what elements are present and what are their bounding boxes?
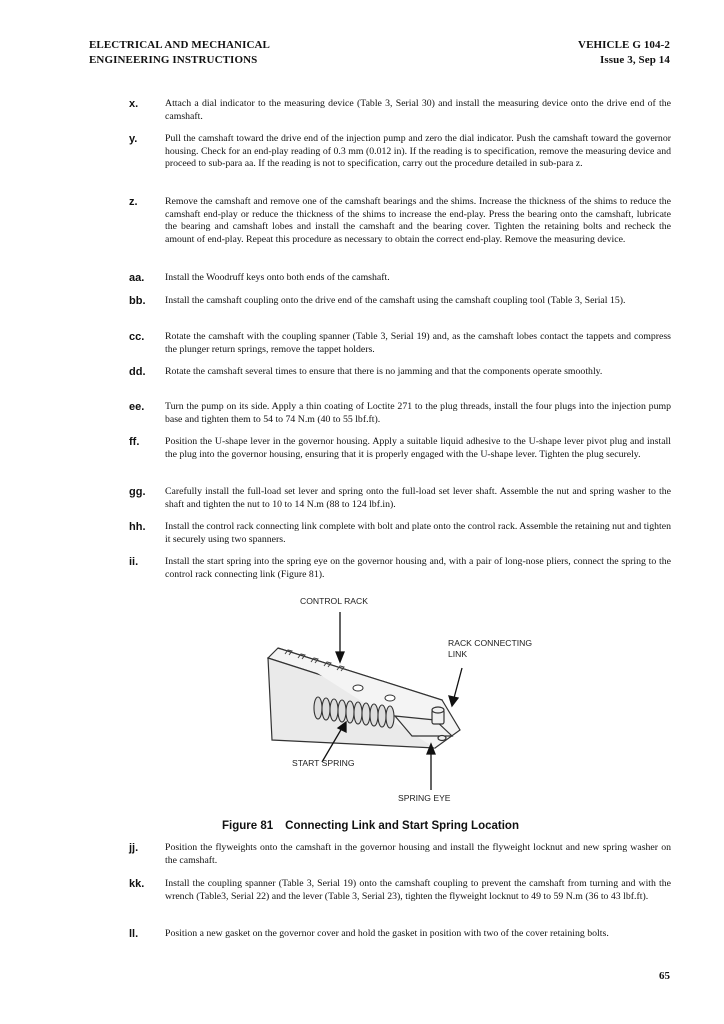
paragraph-text: Rotate the camshaft several times to ensure that there is no jamming and that the components operate smoothly. xyxy=(165,366,603,377)
paragraph-ee xyxy=(89,401,671,426)
paragraph-text: Position a new gasket on the governor cover and hold the gasket in position with two of the cover retaining bolts. xyxy=(165,928,609,939)
header-issue: Issue 3, Sep 14 xyxy=(600,54,670,66)
document-header-left xyxy=(89,38,270,68)
paragraph-label: gg. xyxy=(129,486,146,498)
header-title-line1: ELECTRICAL AND MECHANICAL xyxy=(89,39,270,51)
header-title-line2: ENGINEERING INSTRUCTIONS xyxy=(89,54,258,66)
label-start-spring: START SPRING xyxy=(292,758,355,768)
figure-caption-title: Connecting Link and Start Spring Location xyxy=(285,820,519,832)
figure-81-illustration xyxy=(230,590,550,810)
paragraph-ll xyxy=(89,928,671,941)
paragraph-text: Install the camshaft coupling onto the drive end of the camshaft using the camshaft coupling tool (Table 3, Serial 15). xyxy=(165,295,626,306)
paragraph-label: kk. xyxy=(129,878,145,890)
paragraph-label: bb. xyxy=(129,295,146,307)
figure-caption xyxy=(222,820,531,832)
paragraph-gg xyxy=(89,486,671,511)
paragraph-hh xyxy=(89,521,671,546)
paragraph-label: ll. xyxy=(129,928,139,940)
paragraph-cc xyxy=(89,331,671,356)
paragraph-label: z. xyxy=(129,196,138,208)
paragraph-x xyxy=(89,98,671,123)
label-rack-connecting-link-line1: RACK CONNECTING xyxy=(448,638,533,648)
paragraph-aa xyxy=(89,272,671,285)
paragraph-label: aa. xyxy=(129,272,145,284)
paragraph-text: Pull the camshaft toward the drive end of the injection pump and zero the dial indicator. Push the camshaft toward the governor housing. Check for an end-play reading of 0.3 mm (0.012 in). If the reading is to specification, remove the measuring device and proceed to sub-para aa. If the reading is not to specification, carry out the procedure detailed in sub-para z. xyxy=(165,133,671,170)
paragraph-text: Rotate the camshaft with the coupling spanner (Table 3, Serial 19) and, as the camshaft lobes contact the tappets and compress the plunger return springs, remove the tappet holders. xyxy=(165,331,671,355)
paragraph-label: ii. xyxy=(129,556,139,568)
paragraph-label: jj. xyxy=(129,842,139,854)
paragraph-text: Remove the camshaft and remove one of the camshaft bearings and the shims. Increase the thickness of the shims to reduce the camshaft end-play or reduce the thickness of the shims to increase the end-play. Press the bearing onto the camshaft, lubricate the bearing and camshaft lobes and install the camshaft and the bearing cover. Tighten the retaining bolts and recheck the amount of end-play. Repeat this procedure as necessary to obtain the correct end-play. Remove the measuring device. xyxy=(165,196,671,245)
paragraph-text: Install the Woodruff keys onto both ends of the camshaft. xyxy=(165,272,390,283)
figure-caption-number: Figure 81 xyxy=(222,820,274,832)
header-vehicle: VEHICLE G 104-2 xyxy=(578,39,670,51)
paragraph-text: Install the control rack connecting link complete with bolt and plate onto the control rack. Assemble the retaining nut and tighten it securely using two spanners. xyxy=(165,521,671,545)
page-number: 65 xyxy=(659,970,670,982)
paragraph-dd xyxy=(89,366,671,379)
paragraph-ff xyxy=(89,436,671,461)
paragraph-y xyxy=(89,133,671,171)
paragraph-text: Attach a dial indicator to the measuring device (Table 3, Serial 30) and install the measuring device onto the drive end of the camshaft. xyxy=(165,98,671,122)
label-rack-connecting-link-line2: LINK xyxy=(448,649,468,659)
document-header-right xyxy=(520,38,670,68)
paragraph-text: Install the start spring into the spring eye on the governor housing and, with a pair of long-nose pliers, connect the spring to the control rack connecting link (Figure 81). xyxy=(165,556,671,580)
label-spring-eye: SPRING EYE xyxy=(398,793,451,803)
paragraph-bb xyxy=(89,295,671,308)
paragraph-label: x. xyxy=(129,98,139,110)
paragraph-text: Carefully install the full-load set lever and spring onto the full-load set lever shaft. Assemble the nut and spring washer to the shaft and tighten the nut to 10 to 14 N.m (88 to 124 lbf.in). xyxy=(165,486,671,510)
paragraph-label: hh. xyxy=(129,521,146,533)
paragraph-text: Install the coupling spanner (Table 3, Serial 19) onto the camshaft coupling to prevent the camshaft from turning and with the wrench (Table3, Serial 22) and the lever (Table 3, Serial 23), tighten the flyweight locknut to 49 to 59 N.m (36 to 43 lbf.ft). xyxy=(165,878,671,902)
paragraph-text: Turn the pump on its side. Apply a thin coating of Loctite 271 to the plug threads, install the four plugs into the injection pump base and tighten them to 54 to 74 N.m (40 to 55 lbf.ft). xyxy=(165,401,671,425)
label-control-rack: CONTROL RACK xyxy=(300,596,368,606)
paragraph-text: Position the flyweights onto the camshaft in the governor housing and install the flyweight locknut and new spring washer on the camshaft. xyxy=(165,842,671,866)
paragraph-ii xyxy=(89,556,671,581)
paragraph-jj xyxy=(89,842,671,867)
paragraph-label: y. xyxy=(129,133,138,145)
paragraph-label: dd. xyxy=(129,366,146,378)
paragraph-z xyxy=(89,196,671,246)
connecting-link-drawing xyxy=(230,590,550,810)
paragraph-label: cc. xyxy=(129,331,145,343)
paragraph-kk xyxy=(89,878,671,903)
paragraph-label: ee. xyxy=(129,401,145,413)
paragraph-label: ff. xyxy=(129,436,140,448)
paragraph-text: Position the U-shape lever in the governor housing. Apply a suitable liquid adhesive to the U-shape lever pivot plug and install the plug into the governor housing, ensuring that it is properly engaged with the U-shape lever. Tighten the plug securely. xyxy=(165,436,671,460)
